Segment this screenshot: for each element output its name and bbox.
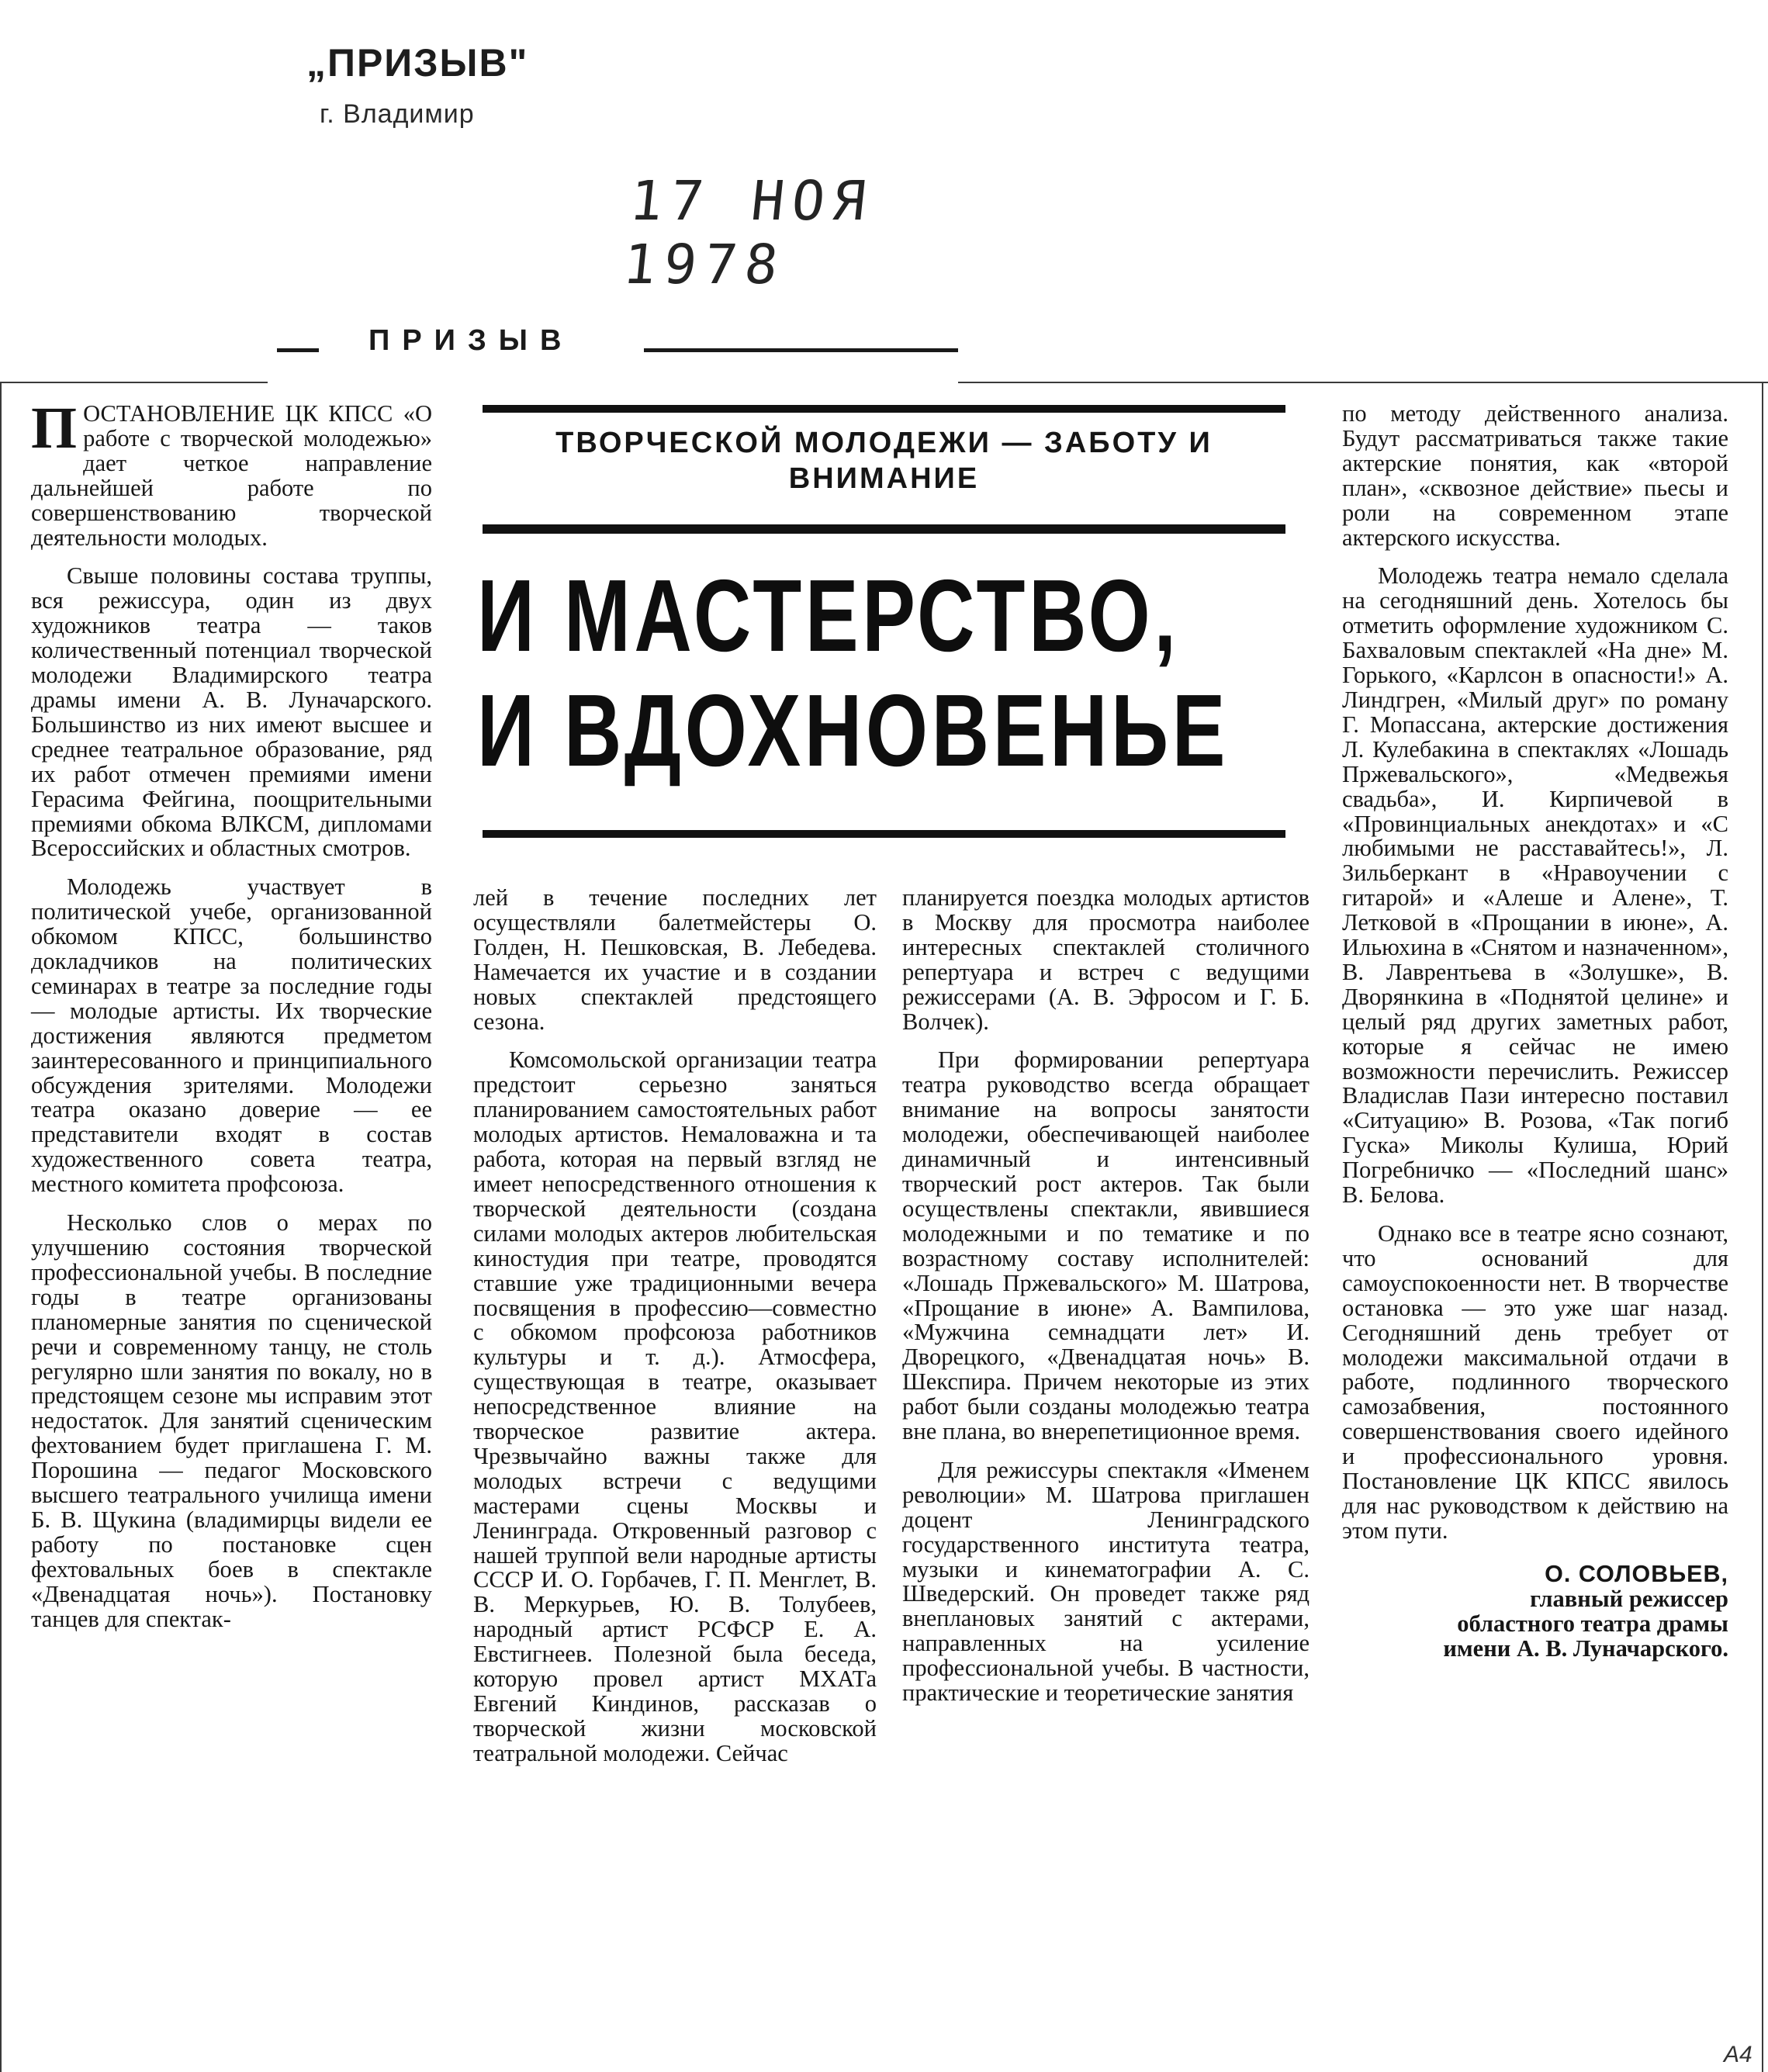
paragraph: Свыше половины состава труппы, вся режиссура, один из двух художников театра — таков количественный потенциал творческой молодежи Владимирского театра драмы имени А. В. Луначарского. Большинство из них имеют высшее и среднее театральное образование, ряд их работ отмечен премиями имени Герасима Фейгина, поощрительными премиями обкома ВЛКСМ, дипломами Всероссийских и областных смотров. — [31, 562, 432, 862]
headline-line-2: И ВДОХНОВЕНЬЕ — [477, 673, 1230, 787]
paragraph: планируется поездка молодых артистов в Москву для просмотра наиболее интересных спектаклей столичного репертуара и встреч с ведущими режиссерами (А. В. Эфросом и Г. Б. Волчек). — [902, 884, 1310, 1035]
paragraph: Молодежь театра немало сделала на сегодняшний день. Хотелось бы отметить оформление художником С. Бахваловым спектаклей «На дне» М. Горького, «Карлсон в опасности!» А. Линдгрен, «Милый друг» по роману Г. Мопассана, актерские достижения Л. Кулебакина в спектаклях «Лошадь Пржевальского», «Медвежья свадьба», И. Кирпичевой в «Провинциальных анекдотах» и «С любимыми не расставайтесь!», Л. Зильберкант в «Нравоучении с гитарой» и «Алеше и Алене», Т. Летковой в «Прощании в июне», А. Ильюхина в «Снятом и назначенном», В. Лаврентьева в «Золушке», В. Дворянкина в «Поднятой целине» и целый ряд других заметных работ, которые я сейчас не имею возможности перечислить. Режиссер Владислав Пази интересно поставил «Ситуацию» В. Розова, «Так погиб Гуска» Миколы Кулиша, Юрий Погребничко — «Последний шанс» В. Белова. — [1342, 562, 1728, 1209]
article-headline — [477, 559, 1230, 788]
paragraph: Однако все в театре ясно сознают, что оснований для самоуспокоенности нет. В творчестве остановка — это уже шаг назад. Сегодняшний день требует от молодежи максимальной отдачи в работе, подлинного творческого самозабвения, постоянного совершенствования своего идейного и профессионального уровня. Постановление ЦК КПСС явилось для нас руководством к действию на этом пути. — [1342, 1220, 1728, 1544]
headline-rule-middle — [483, 524, 1285, 534]
date-stamp: 17 НОЯ 1978 — [620, 169, 877, 296]
paragraph: При формировании репертуара театра руководство всегда обращает внимание на вопросы занятости молодежи, обеспечивающей наиболее динамичный и интенсивный творческий рост актеров. Так были осуществлены спектакли, явившиеся молодежными и по тематике и по возрастному составу исполнителей: «Лошадь Пржевальского» М. Шатрова, «Прощание в июне» А. Вампилова, «Мужчина семнадцати лет» И. Дворецкого, «Двенадцатая ночь» В. Шекспира. Причем некоторые из этих работ были созданы молодежью театра вне плана, во внерепетиционное время. — [902, 1046, 1310, 1445]
masthead-rule-left — [277, 348, 319, 352]
newspaper-stamp-name: „ПРИЗЫВ" — [306, 41, 529, 85]
frame-top-right — [958, 382, 1768, 383]
paragraph: по методу действенного анализа. Будут рассматриваться также такие актерские понятия, как «второй план», «сквозное действие» пьесы и роли на современном этапе актерского искусства. — [1342, 400, 1728, 551]
frame-right-edge — [1762, 382, 1763, 2072]
headline-line-1: И МАСТЕРСТВО, — [477, 559, 1180, 673]
article-kicker: ТВОРЧЕСКОЙ МОЛОДЕЖИ — ЗАБОТУ И ВНИМАНИЕ — [555, 427, 1213, 495]
drop-cap: П — [31, 396, 78, 461]
article-column-2 — [473, 886, 877, 1780]
paragraph: Несколько слов о мерах по улучшению состояния творческой профессиональной учебы. В последние годы в театре организованы планомерные занятия по сценической речи и современному танцу, не столь регулярно шли занятия по вокалу, но в предстоящем сезоне мы исправим этот недостаток. Для занятий сценическим фехтованием будет приглашена Г. М. Порошина — педагог Московского высшего театрального училища имени Б. В. Щукина (владимирцы видели ее работу по постановке сцен фехтовальных боев в спектакле «Двенадцатая ночь»). Постановку танцев для спектак- — [31, 1209, 432, 1632]
paragraph: Комсомольской организации театра предстоит серьезно заняться планированием самостоятельных работ молодых артистов. Немаловажна и та работа, которая на первый взгляд не имеет непосредственного отношения к творческой деятельности (создана силами молодых актеров любительская киностудия при театре, проводятся ставшие уже традиционными вечера посвящения в профессию—совместно с обкомом профсоюза работников культуры и т. д.). Атмосфера, существующая в театре, оказывает непосредственное влияние на творческое развитие актера. Чрезвычайно важны также для молодых встречи с ведущими мастерами сцены Москвы и Ленинграда. Откровенный разговор с нашей труппой вели народные артисты СССР И. О. Горбачев, Г. П. Менглет, В. В. Меркурьев, Ю. В. Толубеев, народный артист РСФСР Е. А. Евстигнеев. Полезной была беседа, которую провел артист МХАТа Евгений Киндинов, рассказав о творческой жизни московской театральной молодежи. Сейчас — [473, 1046, 877, 1766]
archive-mark: А4 — [1724, 2042, 1752, 2067]
newspaper-stamp-city: г. Владимир — [320, 99, 475, 129]
frame-top-left — [0, 382, 268, 383]
paragraph-text: ОСТАНОВЛЕНИЕ ЦК КПСС «О работе с творческой молодежью» дает четкое направление дальнейшей работе по совершенствованию творческой деятельности молодых. — [31, 400, 432, 551]
paragraph: лей в течение последних лет осуществляли балетмейстеры О. Голден, Н. Пешковская, В. Лебедева. Намечается их участие и в создании новых спектаклей предстоящего сезона. — [473, 884, 877, 1035]
headline-rule-bottom — [483, 830, 1285, 838]
paragraph — [31, 396, 432, 551]
article-column-3 — [902, 886, 1310, 1720]
paragraph: Для режиссуры спектакля «Именем революции» М. Шатрова приглашен доцент Ленинградского государственного института театра, музыки и кинематографии А. С. Шведерский. Он проведет также ряд внеплановых занятий с актерами, направленных на усиление профессиональной учебы. В частности, практические и теоретические занятия — [902, 1456, 1310, 1707]
masthead-rule-right — [644, 348, 958, 352]
paragraph: Молодежь участвует в политической учебе, организованной обкомом КПСС, большинство докладчиков на политических семинарах в театре за последние годы — молодые артисты. Их творческие достижения являются предметом заинтересованного и принципиального обсуждения зрителями. Молодежи театра оказано доверие — ее представители входят в состав художественного совета театра, местного комитета профсоюза. — [31, 873, 432, 1198]
author-signature — [1342, 1562, 1728, 1662]
article-column-4 — [1342, 402, 1728, 1661]
author-role-line: главный режиссер — [1530, 1585, 1728, 1612]
author-role-line: имени А. В. Луначарского. — [1443, 1634, 1728, 1662]
author-role-line: областного театра драмы — [1457, 1610, 1728, 1637]
headline-rule-top — [483, 405, 1285, 413]
frame-left-edge — [0, 382, 2, 2072]
masthead-title: ПРИЗЫВ — [368, 324, 574, 357]
article-column-1 — [31, 396, 432, 1646]
author-name: О. СОЛОВЬЕВ, — [1545, 1560, 1728, 1587]
